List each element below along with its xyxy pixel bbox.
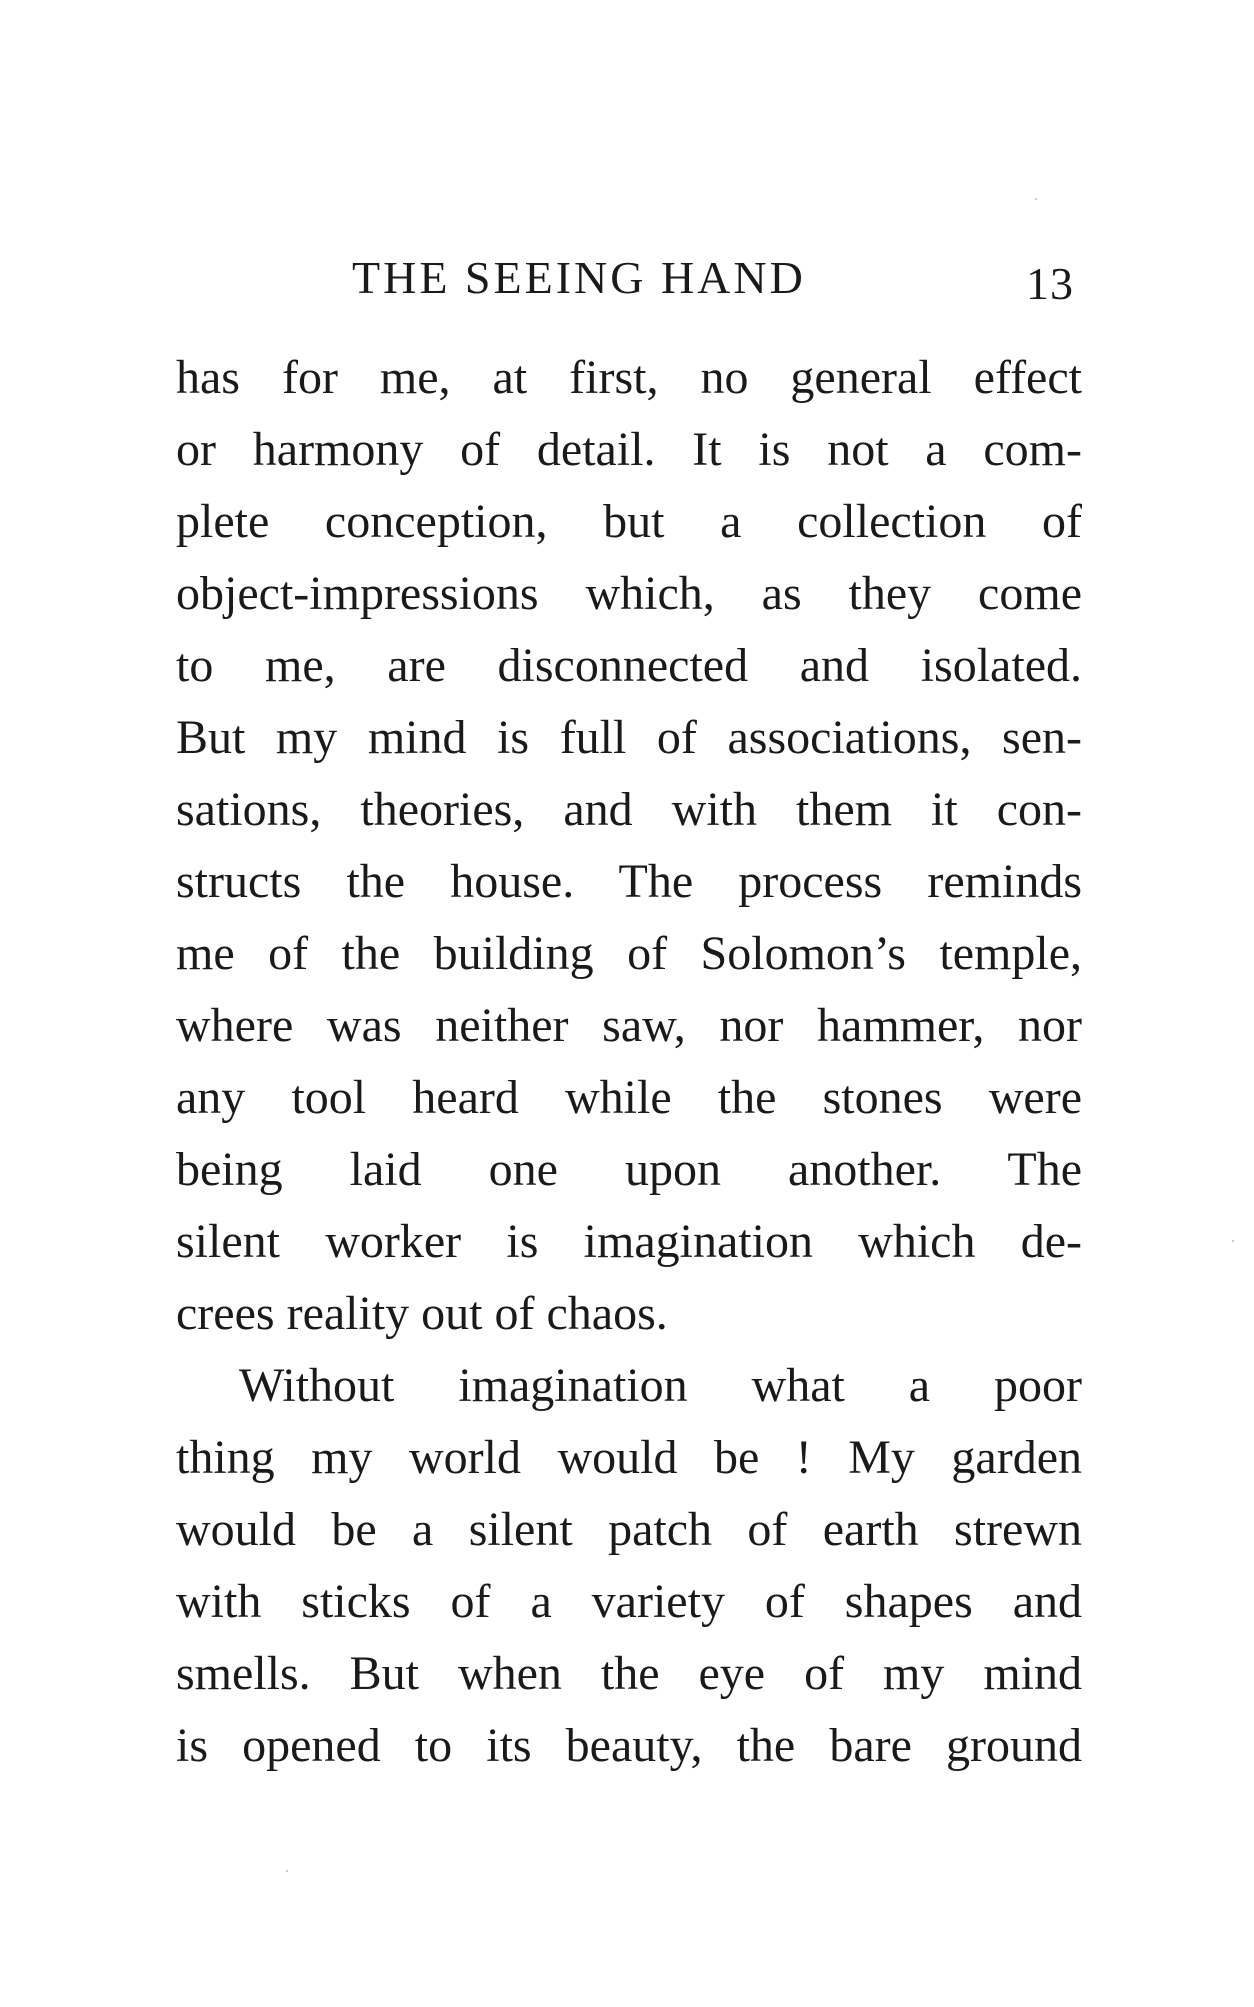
scan-speck xyxy=(1035,198,1037,200)
text-line: to me, are disconnected and isolated. xyxy=(176,639,1082,692)
text-line: sations, theories, and with them it con- xyxy=(176,783,1082,836)
text-line: Without imagination what a poor xyxy=(239,1359,1082,1412)
running-title: THE SEEING HAND xyxy=(352,252,806,303)
scan-speck xyxy=(286,1870,288,1872)
text-line: thing my world would be ! My garden xyxy=(176,1431,1082,1484)
text-line: structs the house. The process reminds xyxy=(176,855,1082,908)
page-number: 13 xyxy=(1026,258,1074,309)
running-head xyxy=(176,248,1082,308)
text-line: with sticks of a variety of shapes and xyxy=(176,1575,1082,1628)
text-line: any tool heard while the stones were xyxy=(176,1071,1082,1124)
text-line: is opened to its beauty, the bare ground xyxy=(176,1719,1082,1772)
text-line: object-impressions which, as they come xyxy=(176,567,1082,620)
text-line: would be a silent patch of earth strewn xyxy=(176,1503,1082,1556)
scan-speck xyxy=(1232,1240,1234,1242)
body-text xyxy=(176,342,1082,1782)
text-line: plete conception, but a collection of xyxy=(176,495,1082,548)
text-line: me of the building of Solomon’s temple, xyxy=(176,927,1082,980)
text-line: But my mind is full of associations, sen- xyxy=(176,711,1082,764)
text-line: or harmony of detail. It is not a com- xyxy=(176,423,1082,476)
text-line: smells. But when the eye of my mind xyxy=(176,1647,1082,1700)
text-line: crees reality out of chaos. xyxy=(176,1287,668,1340)
text-line: where was neither saw, nor hammer, nor xyxy=(176,999,1082,1052)
text-line: silent worker is imagination which de- xyxy=(176,1215,1082,1268)
text-line: has for me, at first, no general effect xyxy=(176,351,1082,404)
text-line: being laid one upon another. The xyxy=(176,1143,1082,1196)
